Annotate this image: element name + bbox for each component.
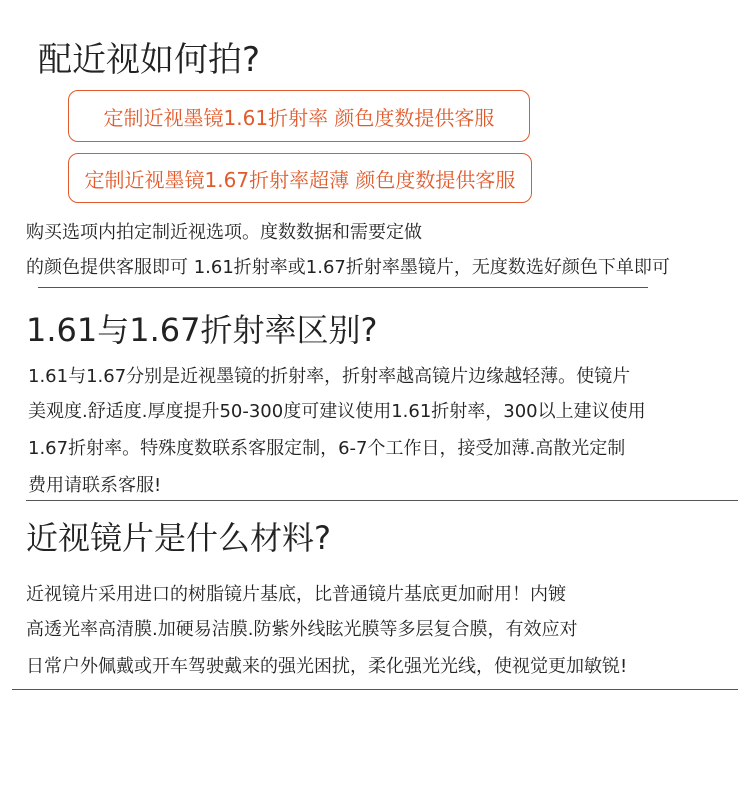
text-line: 费用请联系客服!: [28, 475, 162, 496]
text-line: 购买选项内拍定制近视选项。度数数据和需要定做: [26, 222, 422, 243]
divider: [38, 287, 648, 288]
section-title-how-to-order: 配近视如何拍?: [38, 40, 261, 80]
text-line: 高透光率高清膜.加硬易洁膜.防紫外线眩光膜等多层复合膜，有效应对: [26, 619, 578, 640]
section-title-index-difference: 1.61与1.67折射率区别?: [26, 311, 378, 349]
option-button-1-61[interactable]: 定制近视墨镜1.61折射率 颜色度数提供客服: [68, 90, 530, 142]
text-line: 美观度.舒适度.厚度提升50-300度可建议使用1.61折射率，300以上建议使用: [28, 401, 646, 422]
divider: [12, 689, 738, 690]
text-line: 近视镜片采用进口的树脂镜片基底，比普通镜片基底更加耐用！内镀: [26, 584, 566, 605]
option-button-1-67[interactable]: 定制近视墨镜1.67折射率超薄 颜色度数提供客服: [68, 153, 532, 203]
divider: [26, 500, 738, 501]
text-line: 日常户外佩戴或开车驾驶戴来的强光困扰，柔化强光光线，使视觉更加敏锐!: [26, 656, 628, 677]
text-line: 的颜色提供客服即可 1.61折射率或1.67折射率墨镜片，无度数选好颜色下单即可: [26, 257, 670, 278]
text-line: 1.61与1.67分别是近视墨镜的折射率，折射率越高镜片边缘越轻薄。使镜片: [28, 366, 631, 387]
section-title-lens-material: 近视镜片是什么材料?: [26, 519, 331, 557]
text-line: 1.67折射率。特殊度数联系客服定制，6-7个工作日，接受加薄.高散光定制: [28, 438, 626, 459]
